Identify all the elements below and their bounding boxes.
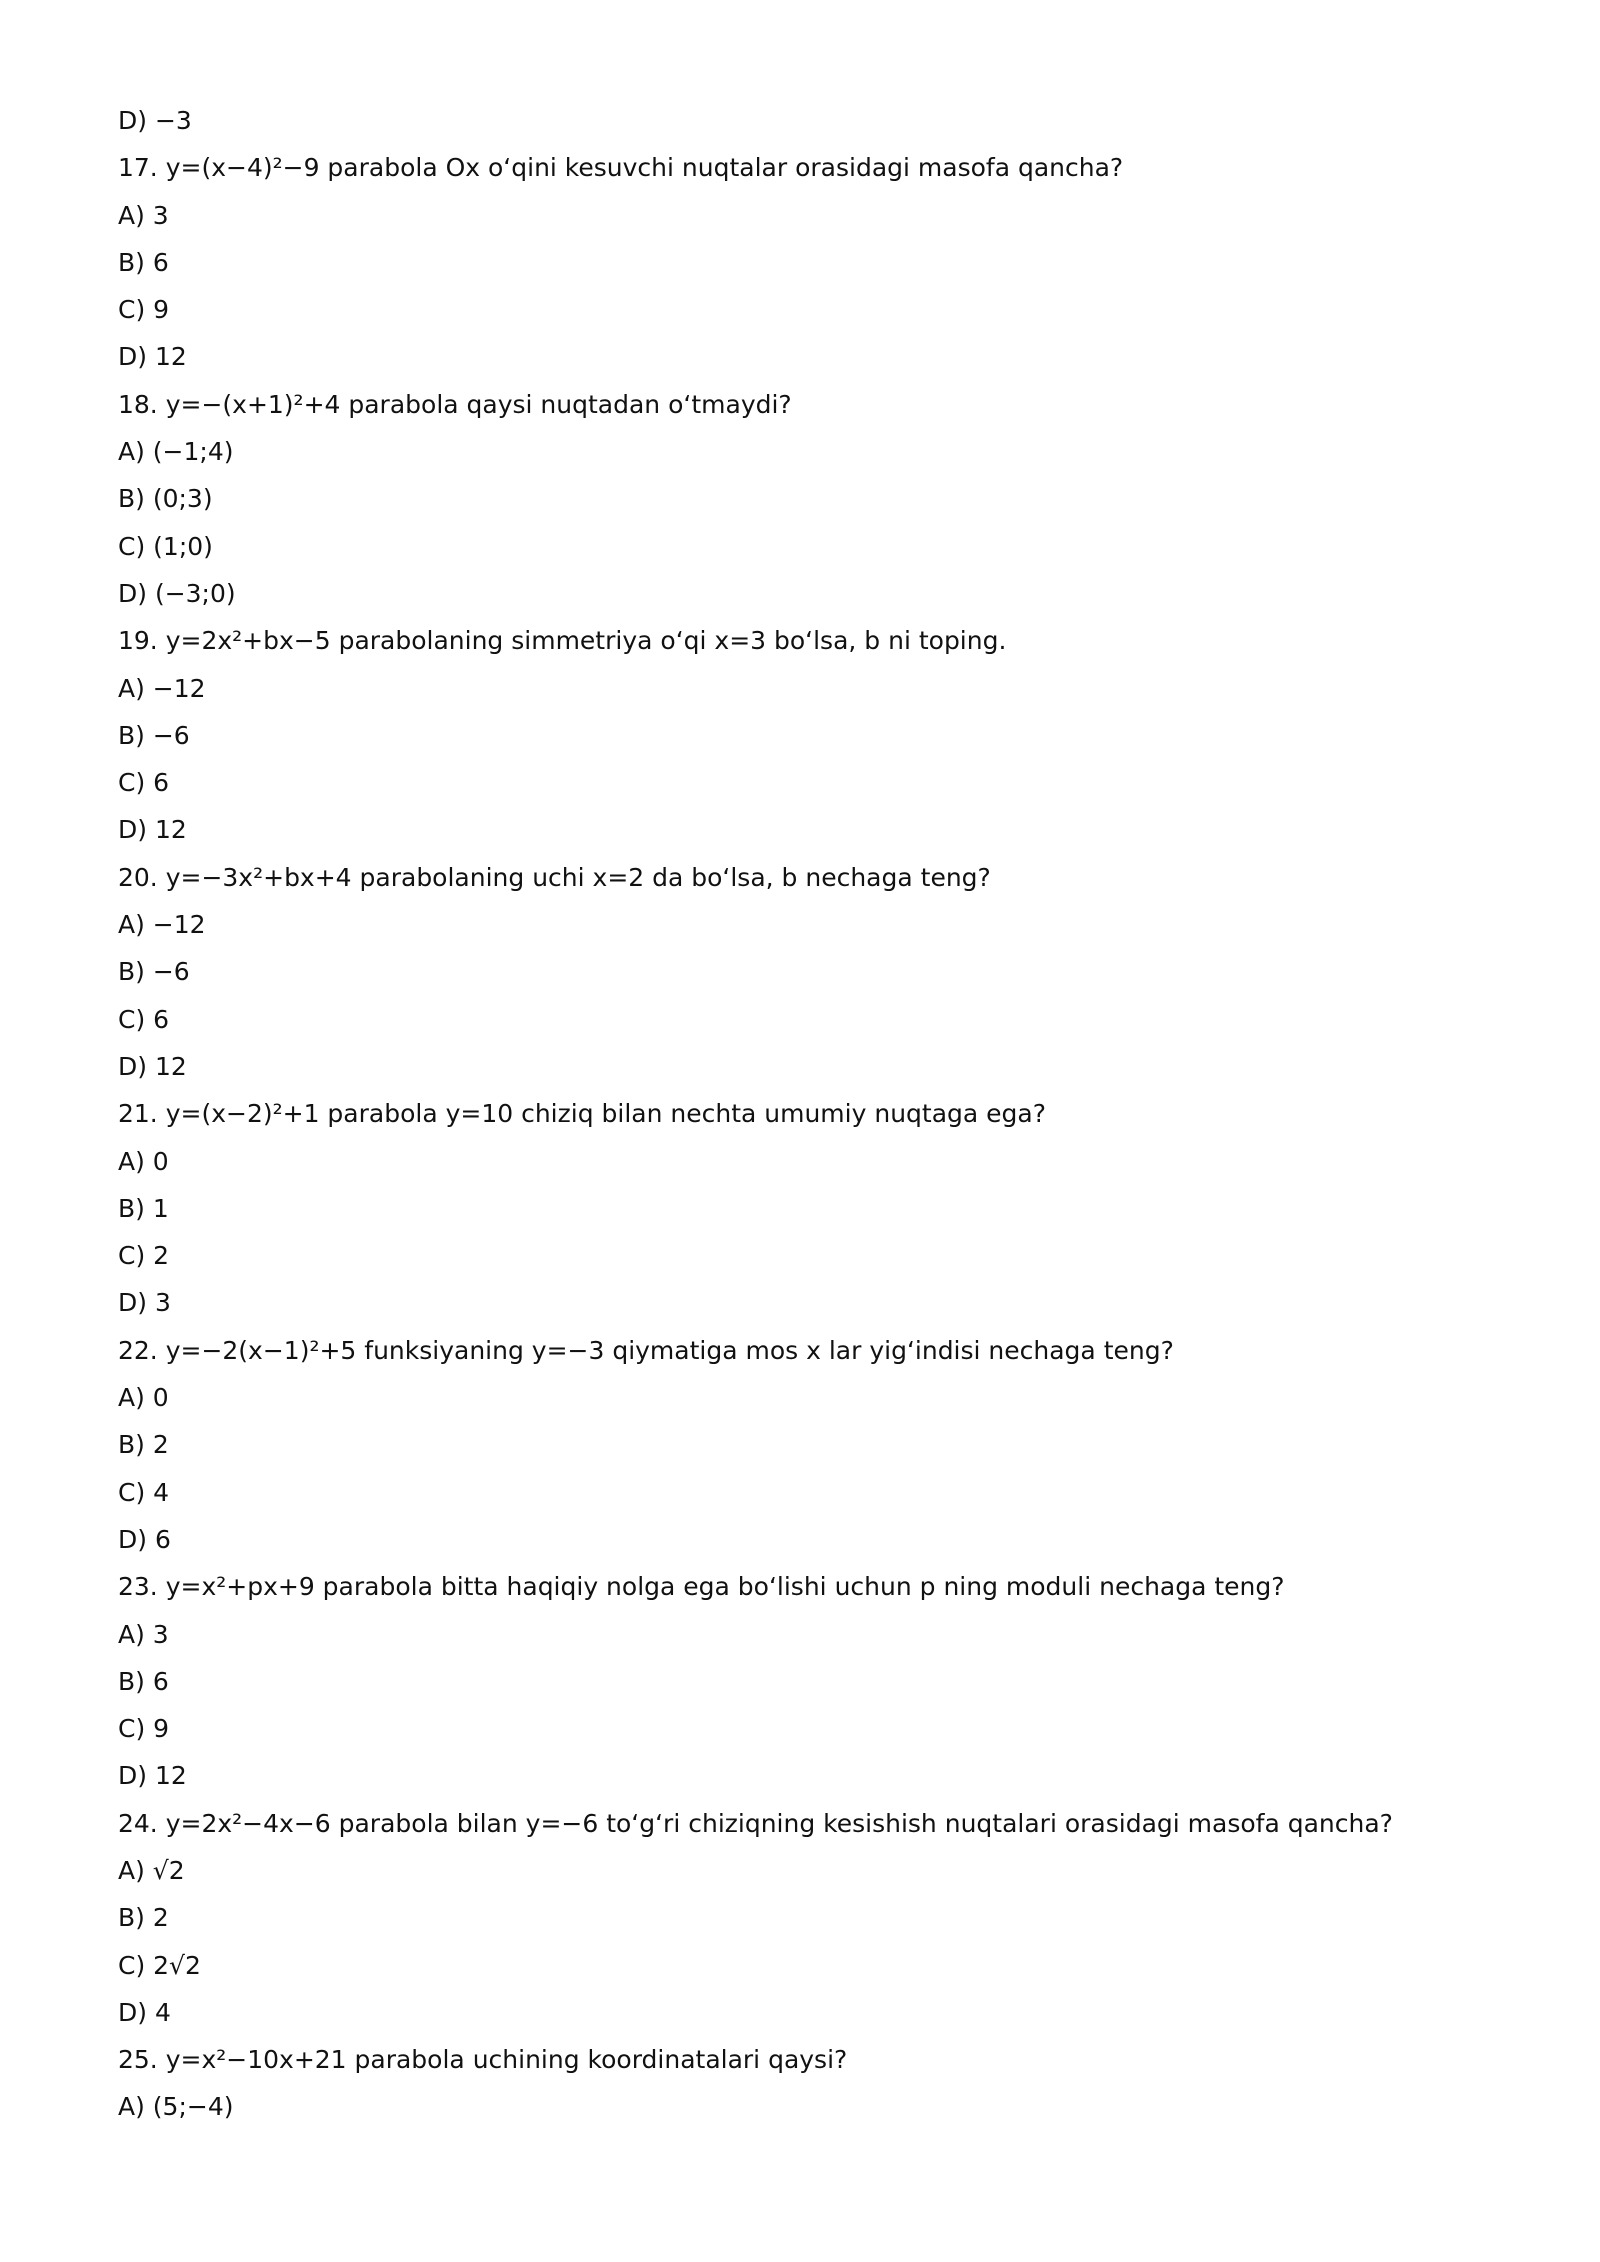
answer-option: D) 6 <box>118 1524 171 1554</box>
answer-option: A) 3 <box>118 1619 169 1649</box>
question-24: 24. y=2x²−4x−6 parabola bilan y=−6 to‘g‘ri chiziqning kesishish nuqtalari orasidagi masofa qancha? <box>118 1808 1393 1838</box>
answer-option: A) −12 <box>118 910 206 940</box>
answer-option: A) √2 <box>118 1855 185 1885</box>
answer-option: D) 12 <box>118 1761 187 1791</box>
question-20: 20. y=−3x²+bx+4 parabolaning uchi x=2 da bo‘lsa, b nechaga teng? <box>118 862 991 892</box>
answer-option: C) 2 <box>118 1241 170 1271</box>
answer-option: B) 2 <box>118 1430 169 1460</box>
answer-option: B) 6 <box>118 247 169 277</box>
answer-option: A) 0 <box>118 1146 169 1176</box>
answer-option: C) 6 <box>118 1004 170 1034</box>
answer-option: C) (1;0) <box>118 531 213 561</box>
answer-option: A) 3 <box>118 200 169 230</box>
answer-option: C) 6 <box>118 768 170 798</box>
answer-option: D) −3 <box>118 106 192 135</box>
answer-option: C) 9 <box>118 295 170 325</box>
answer-option: B) −6 <box>118 720 190 750</box>
answer-option: C) 9 <box>118 1714 170 1744</box>
answer-option: B) 6 <box>118 1666 169 1696</box>
answer-option: C) 4 <box>118 1477 170 1507</box>
answer-option: A) (5;−4) <box>118 2092 234 2122</box>
question-21: 21. y=(x−2)²+1 parabola y=10 chiziq bilan nechta umumiy nuqtaga ega? <box>118 1099 1047 1129</box>
question-25: 25. y=x²−10x+21 parabola uchining koordinatalari qaysi? <box>118 2045 848 2075</box>
answer-option: D) 4 <box>118 1997 171 2027</box>
answer-option: C) 2√2 <box>118 1950 201 1980</box>
question-23: 23. y=x²+px+9 parabola bitta haqiqiy nolga ega bo‘lishi uchun p ning moduli nechaga teng? <box>118 1572 1285 1602</box>
answer-option: B) −6 <box>118 957 190 987</box>
document-page <box>118 97 1538 2131</box>
answer-option: D) (−3;0) <box>118 578 236 608</box>
answer-option: D) 12 <box>118 815 187 845</box>
question-18: 18. y=−(x+1)²+4 parabola qaysi nuqtadan o‘tmaydi? <box>118 389 792 419</box>
answer-option: A) −12 <box>118 673 206 703</box>
answer-option: D) 12 <box>118 1051 187 1081</box>
question-19: 19. y=2x²+bx−5 parabolaning simmetriya o‘qi x=3 bo‘lsa, b ni toping. <box>118 626 1007 656</box>
answer-option: B) (0;3) <box>118 484 213 514</box>
answer-option: B) 1 <box>118 1193 169 1223</box>
answer-option: A) (−1;4) <box>118 437 234 467</box>
question-17: 17. y=(x−4)²−9 parabola Ox o‘qini kesuvchi nuqtalar orasidagi masofa qancha? <box>118 153 1124 183</box>
answer-option: B) 2 <box>118 1903 169 1933</box>
answer-option: D) 3 <box>118 1288 171 1318</box>
question-22: 22. y=−2(x−1)²+5 funksiyaning y=−3 qiymatiga mos x lar yig‘indisi nechaga teng? <box>118 1335 1174 1365</box>
answer-option: A) 0 <box>118 1383 169 1413</box>
answer-option: D) 12 <box>118 342 187 372</box>
